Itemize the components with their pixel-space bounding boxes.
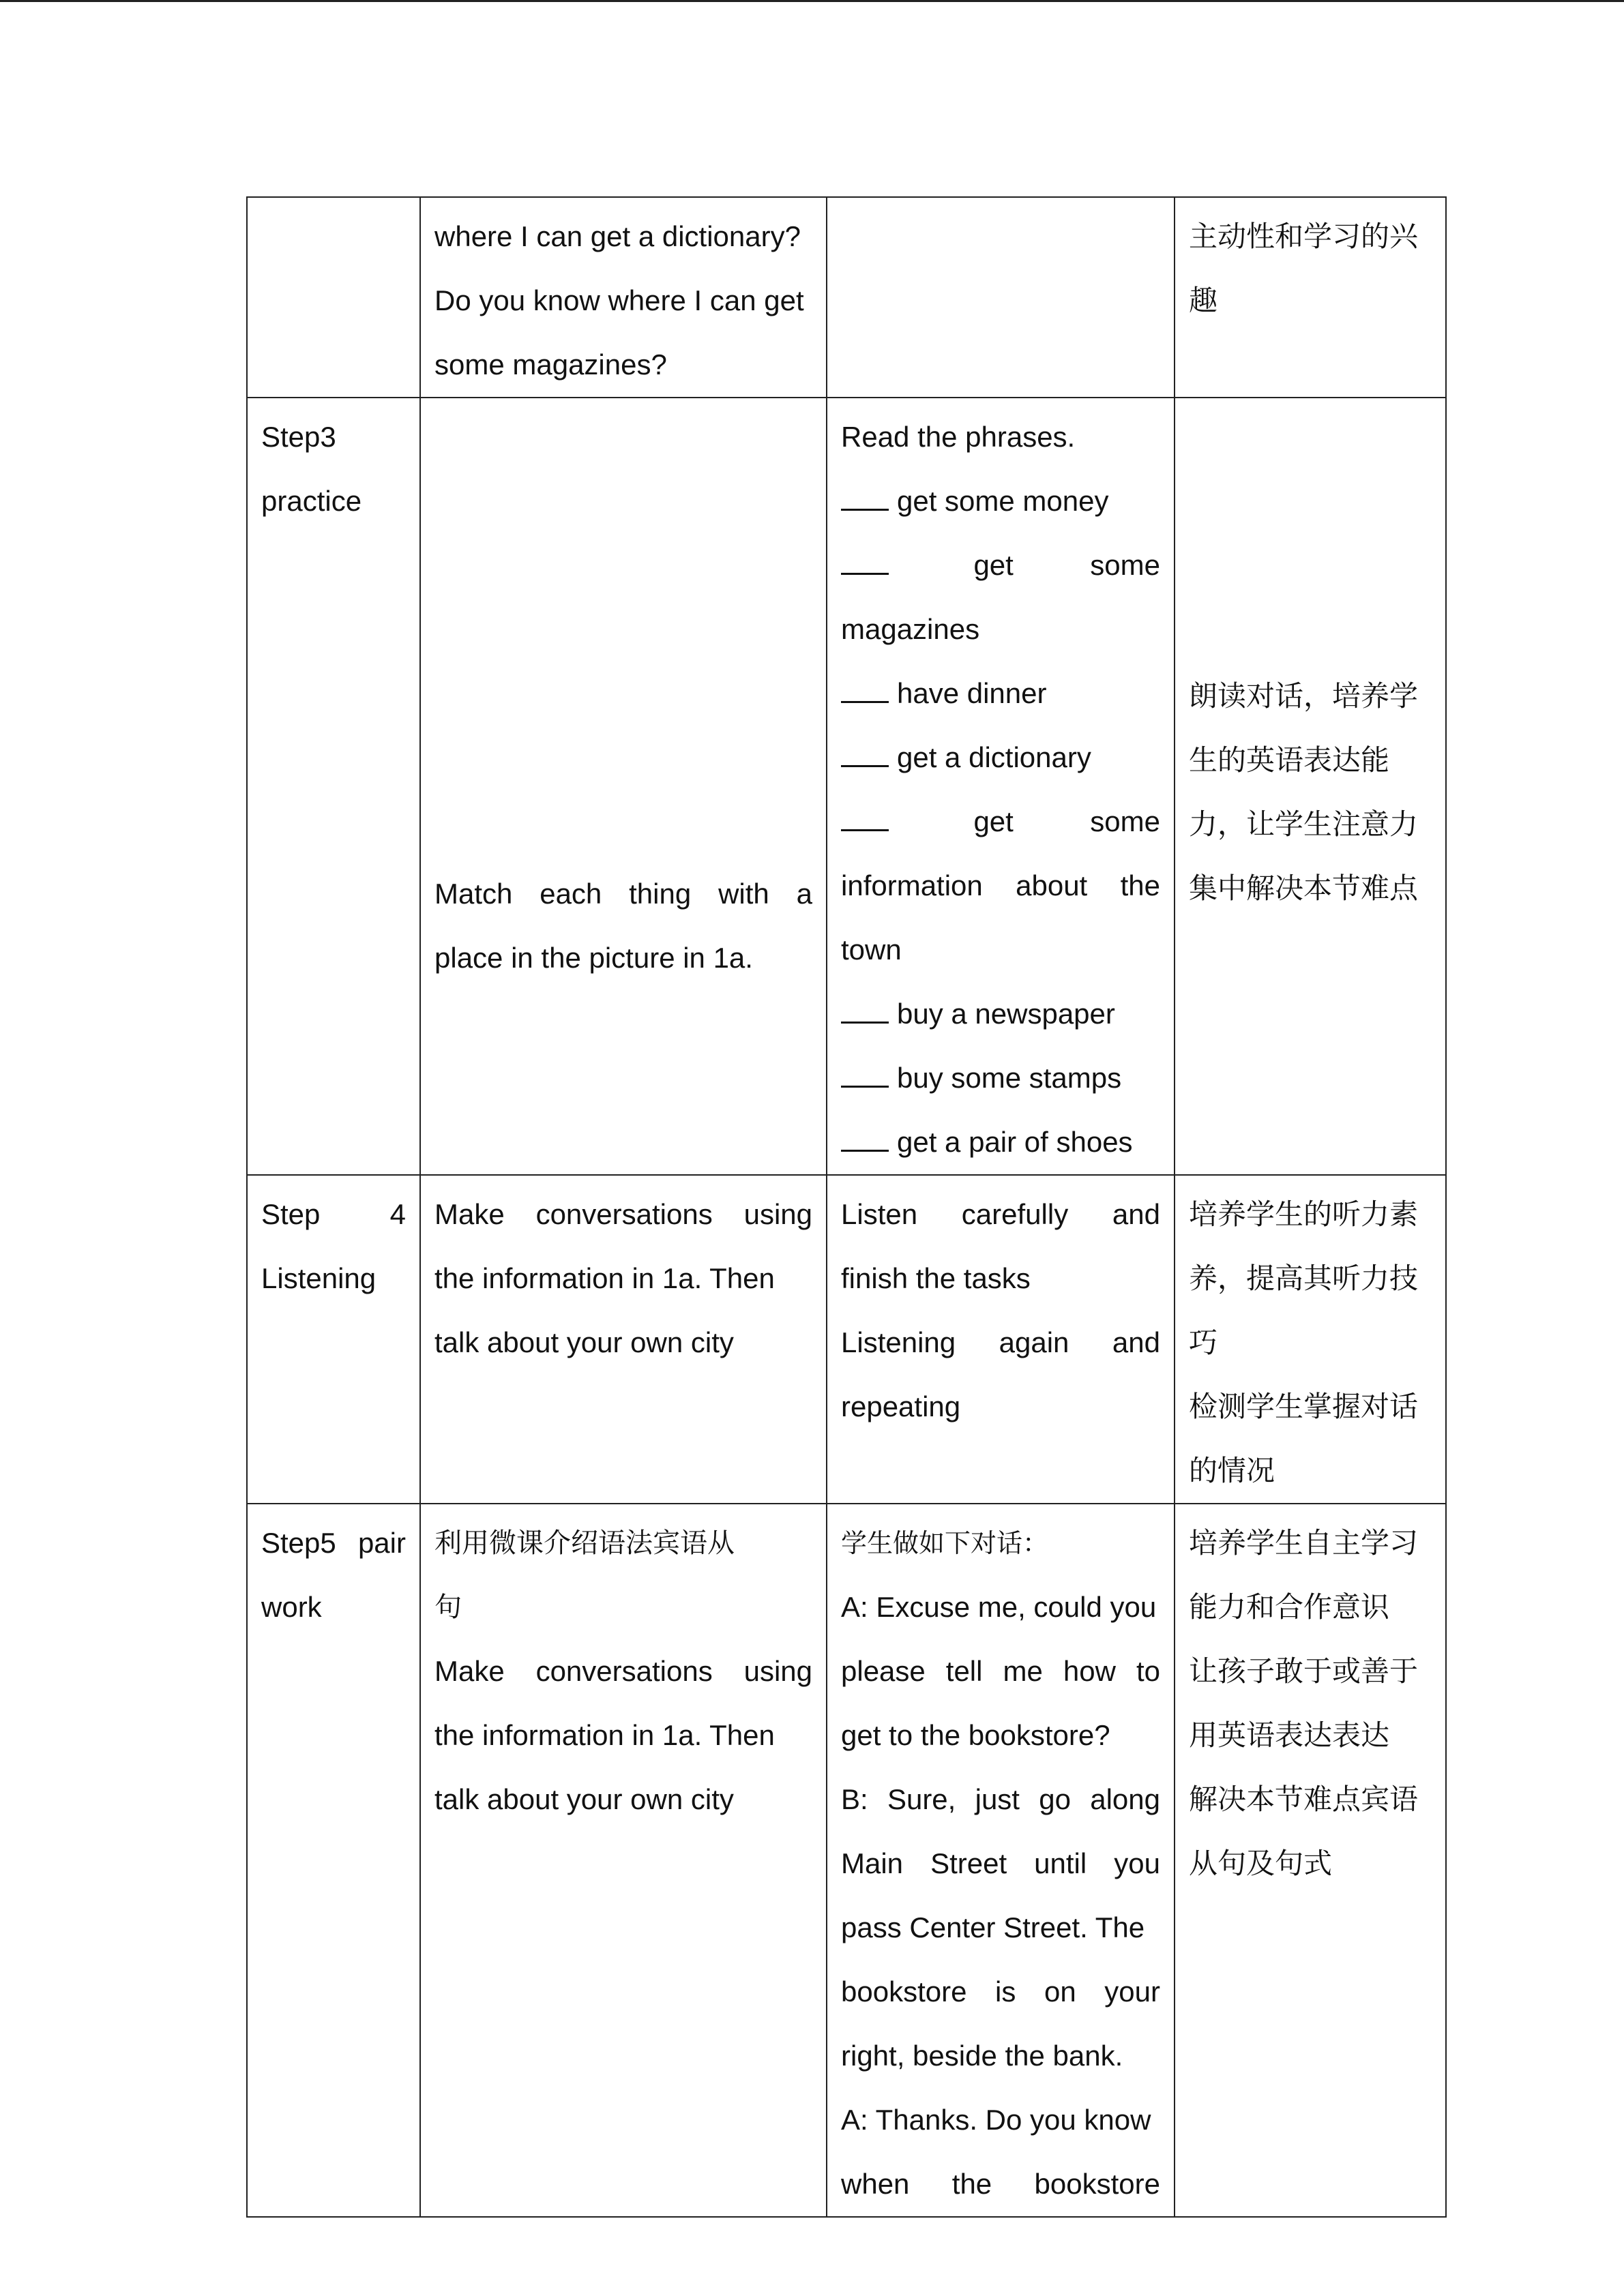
- phrase-item: buy a newspaper: [841, 982, 1160, 1046]
- purpose-line: 巧: [1189, 1326, 1218, 1359]
- purpose-cell: [1175, 1504, 1446, 2217]
- student-activity-cell: [827, 398, 1175, 1175]
- step-label: Step 4: [261, 1198, 406, 1230]
- purpose-line: 生的英语表达能: [1189, 743, 1390, 777]
- purpose-line: 的情况: [1189, 1454, 1275, 1487]
- teacher-activity-cell: [420, 398, 827, 1175]
- phrase-item: get some: [841, 533, 1160, 597]
- purpose-cell: [1175, 398, 1446, 1175]
- purpose-line: 用英语表达表达: [1189, 1718, 1390, 1752]
- activity-line: where I can get a dictionary?: [434, 220, 801, 252]
- activity-line: Make conversations using: [434, 1198, 812, 1230]
- purpose-line: 从句及句式: [1189, 1847, 1333, 1880]
- purpose-line: 集中解决本节难点: [1189, 871, 1419, 905]
- step-cell: [247, 398, 420, 1175]
- purpose-line: 培养学生自主学习: [1189, 1526, 1419, 1560]
- step-label: Listening: [261, 1262, 377, 1294]
- activity-line: some magazines?: [434, 348, 667, 381]
- step-label: Step5 pair: [261, 1527, 406, 1559]
- activity-line: place in the picture in 1a.: [434, 942, 753, 974]
- phrase-item: have dinner: [841, 661, 1160, 726]
- dialogue-line: A: Excuse me, could you: [841, 1591, 1157, 1623]
- dialogue-line: get to the bookstore?: [841, 1719, 1110, 1751]
- activity-line: talk about your own city: [434, 1326, 734, 1358]
- student-activity-cell: [827, 1175, 1175, 1504]
- dialogue-line: please tell me how to: [841, 1655, 1160, 1687]
- purpose-line: 培养学生的听力素: [1189, 1197, 1419, 1231]
- dialogue-line: Main Street until you: [841, 1847, 1160, 1879]
- dialogue-line: pass Center Street. The: [841, 1911, 1145, 1943]
- answer-blank: [841, 1058, 889, 1088]
- purpose-line: 能力和合作意识: [1189, 1590, 1390, 1624]
- activity-line: the information in 1a. Then: [434, 1262, 775, 1294]
- teacher-activity-cell: [420, 197, 827, 398]
- activity-line: Make conversations using: [434, 1655, 812, 1687]
- table-row: [247, 1175, 1446, 1504]
- phrase-item: get a pair of shoes: [841, 1110, 1160, 1174]
- phrase-item: buy some stamps: [841, 1046, 1160, 1110]
- phrase-item: get some money: [841, 469, 1160, 533]
- student-activity-cell: [827, 1504, 1175, 2217]
- phrase-item-continued: magazines: [841, 613, 980, 645]
- purpose-line: 让孩子敢于或善于: [1189, 1654, 1419, 1688]
- purpose-line: 趣: [1189, 284, 1218, 317]
- step-cell: [247, 1175, 420, 1504]
- answer-blank: [841, 546, 889, 575]
- dialogue-line: right, beside the bank.: [841, 2040, 1123, 2072]
- purpose-line: 力，让学生注意力: [1189, 807, 1419, 841]
- purpose-line: 解决本节难点宾语: [1189, 1783, 1419, 1816]
- phrase-item: get a dictionary: [841, 726, 1160, 790]
- step-label: practice: [261, 485, 362, 517]
- answer-blank: [841, 738, 889, 767]
- answer-blank: [841, 481, 889, 511]
- table-row: [247, 398, 1446, 1175]
- activity-line: talk about your own city: [434, 1783, 734, 1815]
- activity-line: Match each thing with a: [434, 878, 812, 910]
- teacher-activity-cell: [420, 1175, 827, 1504]
- student-cn-line: 学生做如下对话：: [841, 1528, 1049, 1558]
- answer-blank: [841, 1122, 889, 1152]
- teacher-activity-cell: [420, 1504, 827, 2217]
- step-cell: [247, 197, 420, 398]
- activity-cn-line: 句: [434, 1592, 462, 1623]
- purpose-cell: [1175, 1175, 1446, 1504]
- activity-cn-line: 利用微课介绍语法宾语从: [434, 1527, 735, 1559]
- activity-line: the information in 1a. Then: [434, 1719, 775, 1751]
- step-cell: [247, 1504, 420, 2217]
- student-line: finish the tasks: [841, 1262, 1031, 1294]
- answer-blank: [841, 802, 889, 831]
- phrase-item-continued: town: [841, 934, 902, 966]
- purpose-line: 主动性和学习的兴: [1189, 220, 1419, 253]
- purpose-cell: [1175, 197, 1446, 398]
- dialogue-line: A: Thanks. Do you know: [841, 2104, 1151, 2136]
- table-row: [247, 1504, 1446, 2217]
- dialogue-line: bookstore is on your: [841, 1976, 1160, 2008]
- purpose-line: 检测学生掌握对话: [1189, 1390, 1419, 1423]
- student-line: Listening again and: [841, 1326, 1160, 1358]
- table-row: [247, 197, 1446, 398]
- student-heading: Read the phrases.: [841, 421, 1076, 453]
- dialogue-line: B: Sure, just go along: [841, 1783, 1160, 1815]
- purpose-line: 朗读对话，培养学: [1189, 679, 1419, 713]
- purpose-line: 养，提高其听力技: [1189, 1262, 1419, 1295]
- activity-line: Do you know where I can get: [434, 284, 804, 316]
- answer-blank: [841, 994, 889, 1024]
- dialogue-line: when the bookstore: [841, 2168, 1160, 2200]
- phrase-item: get some: [841, 790, 1160, 854]
- step-label: Step3: [261, 421, 336, 453]
- step-label: work: [261, 1591, 322, 1623]
- student-activity-cell: [827, 197, 1175, 398]
- student-line: repeating: [841, 1390, 961, 1422]
- lesson-plan-table: [246, 196, 1447, 2218]
- answer-blank: [841, 674, 889, 703]
- page-top-border: [0, 0, 1624, 2]
- phrase-item-continued: information about the: [841, 869, 1160, 901]
- student-line: Listen carefully and: [841, 1198, 1160, 1230]
